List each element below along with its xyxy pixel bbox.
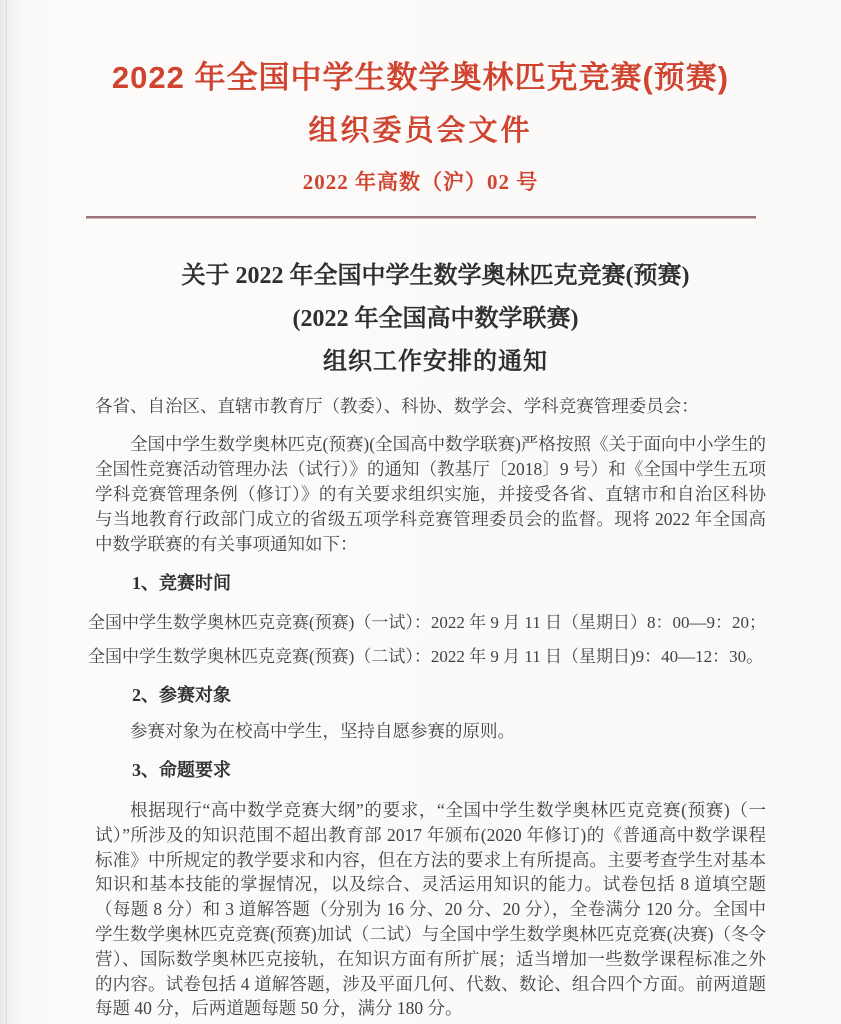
competition-time-second-round: 全国中学生数学奥林匹克竞赛(预赛)（二试）：2022 年 9 月 11 日（星期日)9：40—12：30。 xyxy=(88,647,764,666)
document-number: 2022 年高数（沪）02 号 xyxy=(302,170,539,194)
problem-requirements-paragraph: 根据现行“高中数学竞赛大纲”的要求，“全国中学生数学奥林匹克竞赛(预赛)（一试）”所涉及的知识范围不超出教育部 2017 年颁布(2020 年修订)的《普通高中数学课程标准》中所规定的教学要求和内容，但在方法的要求上有所提高。主要考查学生对基本知识和基本技能的掌握情况，以及综合、灵活运用知识的能力。试卷包括 8 道填空题（每题 8 分）和 3 道解答题（分别为 16 分、20 分、20 分），全卷满分 120 分。全国中学生数学奥林匹克竞赛(预赛)加试（二试）与全国中学生数学奥林匹克竞赛(决赛)（冬令营）、国际数学奥林匹克接轨，在知识方面有所扩展；适当增加一些数学课程标准之外的内容。试卷包括 4 道解答题，涉及平面几何、代数、数论、组合四个方面。前两道题每题 40 分，后两道题每题 50 分，满分 180 分。 xyxy=(95,800,766,1019)
section-heading-problem-requirements: 3、命题要求 xyxy=(132,760,231,780)
section-heading-participants: 2、参赛对象 xyxy=(132,685,231,705)
letterhead-title-line2: 组织委员会文件 xyxy=(308,115,533,147)
salutation-line: 各省、自治区、直辖市教育厅（教委）、科协、数学会、学科竞赛管理委员会： xyxy=(95,396,699,416)
letterhead xyxy=(0,0,841,219)
notice-title-line3: 组织工作安排的通知 xyxy=(323,349,548,375)
competition-time-first-round: 全国中学生数学奥林匹克竞赛(预赛)（一试）：2022 年 9 月 11 日（星期日）8：00—9：20； xyxy=(88,613,766,632)
notice-body xyxy=(0,219,841,1021)
intro-paragraph: 全国中学生数学奥林匹克(预赛)(全国高中数学联赛)严格按照《关于面向中小学生的全国性竞赛活动管理办法（试行）》的通知（教基厅〔2018〕9 号）和《全国中学生五项学科竞赛管理条例（修订）》的有关要求组织实施，并接受各省、直辖市和自治区科协与当地教育行政部门成立的省级五项学科竞赛管理委员会的监督。现将 2022 年全国高中数学联赛的有关事项通知如下： xyxy=(95,434,766,554)
letterhead-title-line1: 2022 年全国中学生数学奥林匹克竞赛(预赛) xyxy=(111,60,730,95)
notice-title-line1: 关于 2022 年全国中学生数学奥林匹克竞赛(预赛) xyxy=(181,263,690,289)
section-heading-competition-time: 1、竞赛时间 xyxy=(132,573,231,593)
participants-paragraph: 参赛对象为在校高中学生，坚持自愿参赛的原则。 xyxy=(130,721,515,741)
notice-title-line2: (2022 年全国高中数学联赛) xyxy=(292,306,579,332)
